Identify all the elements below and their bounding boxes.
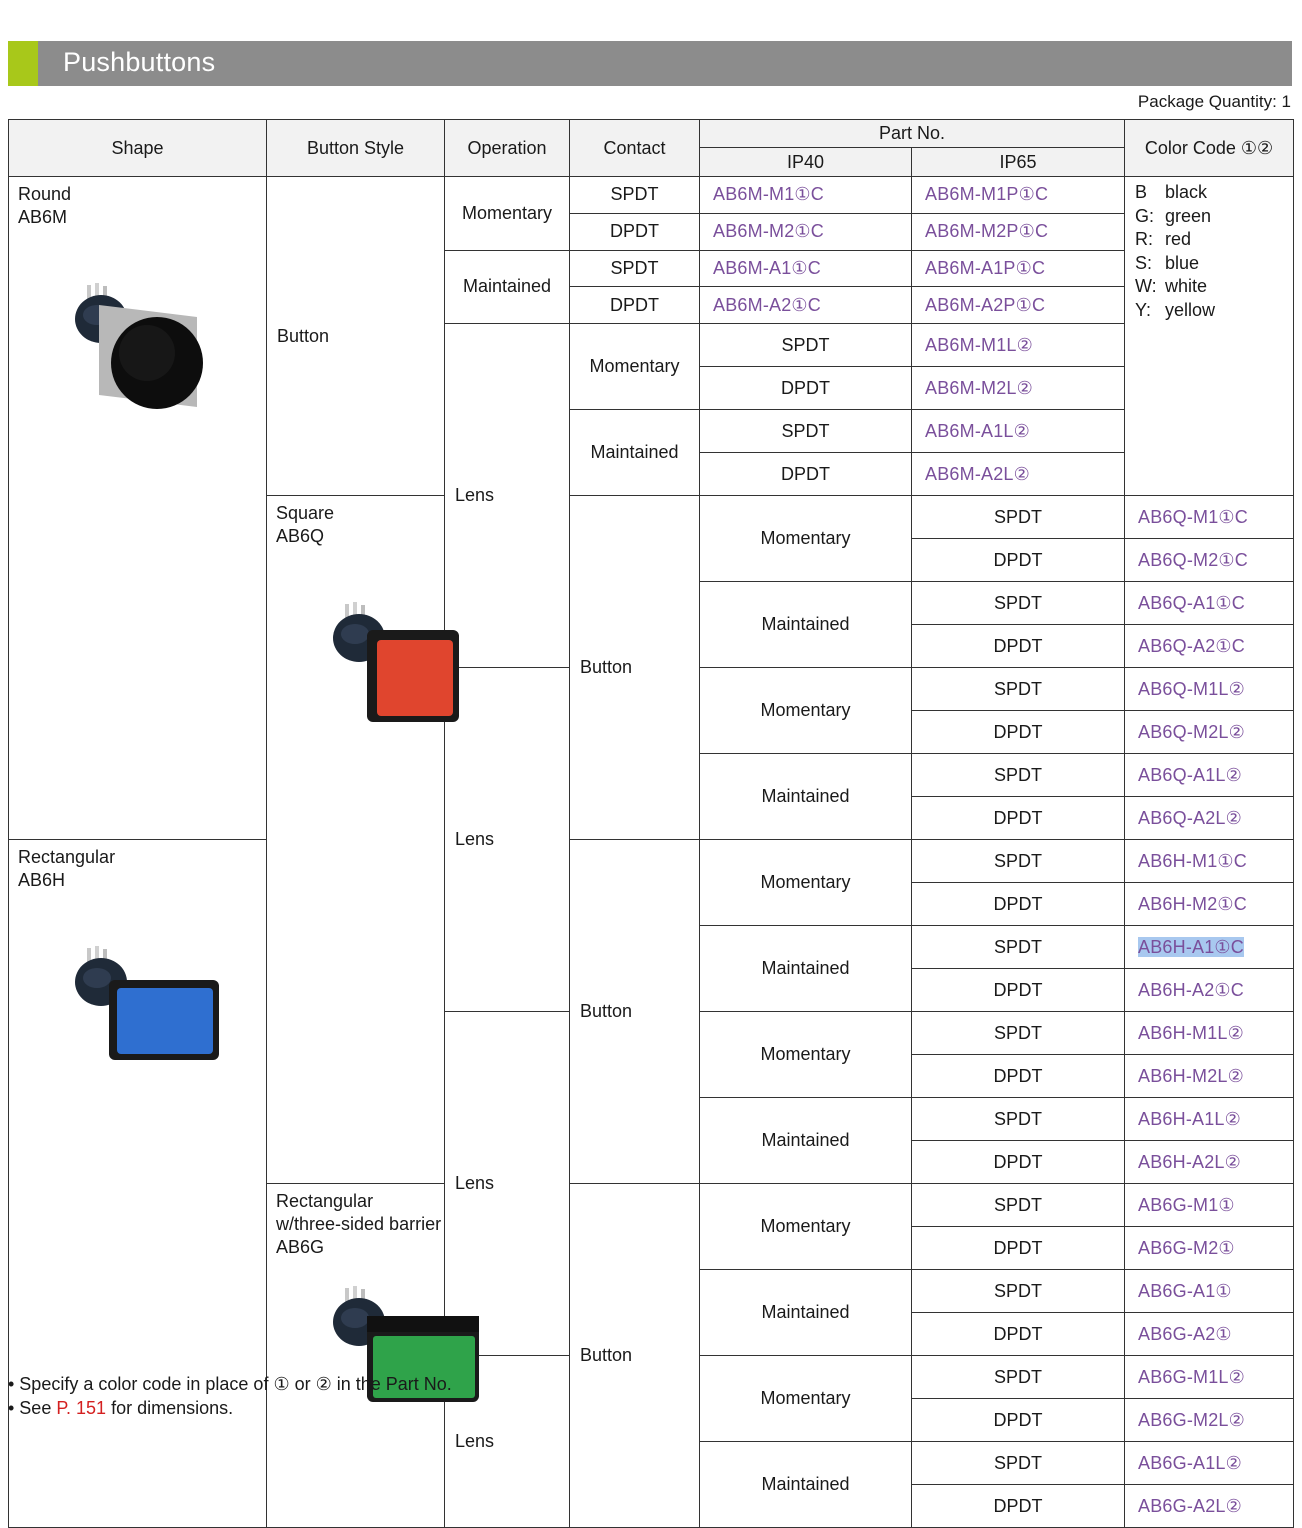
operation-cell: Momentary <box>570 324 700 410</box>
button-style-cell: Button <box>570 496 700 840</box>
part-number-ip40-text: AB6Q-M1L② <box>1138 678 1245 699</box>
part-number-ip40-text: AB6Q-A2L② <box>1138 807 1242 828</box>
part-no-ip40 <box>1125 754 1294 797</box>
part-number-ip40-text: AB6G-M1① <box>1138 1194 1235 1215</box>
contact-cell: DPDT <box>912 1399 1125 1442</box>
part-number-ip40-text: AB6Q-A1L② <box>1138 764 1242 785</box>
operation-cell: Momentary <box>700 496 912 582</box>
operation-cell: Maintained <box>700 754 912 840</box>
part-no-ip65 <box>912 250 1125 287</box>
part-no-ip40 <box>1125 1227 1294 1270</box>
part-no-ip40 <box>1125 625 1294 668</box>
part-no-ip40 <box>1125 1356 1294 1399</box>
part-no-ip40 <box>1125 1055 1294 1098</box>
contact-cell: SPDT <box>570 250 700 287</box>
part-no-ip40 <box>1125 926 1294 969</box>
part-number-ip40-text: AB6H-M2①C <box>1138 893 1247 914</box>
part-no-ip40 <box>1125 668 1294 711</box>
color-code-name: white <box>1165 276 1208 296</box>
contact-cell: SPDT <box>570 177 700 214</box>
color-code-key: G: <box>1135 205 1155 226</box>
operation-cell: Momentary <box>700 1012 912 1098</box>
shape-cell <box>9 177 267 840</box>
part-no-ip40 <box>1125 840 1294 883</box>
contact-cell: SPDT <box>700 324 912 367</box>
operation-cell: Maintained <box>700 1442 912 1528</box>
note-color-code: • Specify a color code in place of ① or ② in the Part No. <box>8 1374 452 1394</box>
color-code-key: R: <box>1135 229 1153 249</box>
part-no-ip40 <box>700 213 912 250</box>
contact-cell: SPDT <box>700 410 912 453</box>
section-title-bar <box>8 41 1292 86</box>
color-code-key: B <box>1135 182 1148 202</box>
contact-cell: SPDT <box>912 1442 1125 1485</box>
part-number-ip40-text: AB6Q-A1①C <box>1138 592 1245 613</box>
contact-cell: DPDT <box>912 625 1125 668</box>
part-no-ip40 <box>1125 1184 1294 1227</box>
part-no-ip40 <box>1125 883 1294 926</box>
part-no-ip40 <box>1125 1313 1294 1356</box>
contact-cell: SPDT <box>912 1270 1125 1313</box>
part-no-ip40 <box>1125 496 1294 539</box>
shape-name: Rectangular <box>276 1191 374 1212</box>
page-151-link[interactable]: P. 151 <box>56 1398 107 1418</box>
note-dimensions <box>8 1396 452 1420</box>
part-number-ip40-text: AB6Q-A2①C <box>1138 635 1245 656</box>
part-no-ip40 <box>1125 969 1294 1012</box>
color-code-name: green <box>1165 205 1212 226</box>
shape-model: AB6M <box>18 207 68 227</box>
button-style-cell: Button <box>570 840 700 1184</box>
part-number-ip40-text: AB6H-A1L② <box>1138 1108 1241 1129</box>
button-style-cell: Button <box>267 177 445 496</box>
part-no-ip40 <box>1125 1399 1294 1442</box>
part-number-ip40-text: AB6M-A2①C <box>713 294 821 315</box>
operation-cell: Momentary <box>700 1356 912 1442</box>
header-shape: Shape <box>9 120 267 177</box>
shape-name: Square <box>276 503 335 524</box>
part-no-ip40 <box>1125 1485 1294 1528</box>
contact-cell: DPDT <box>912 883 1125 926</box>
operation-cell: Maintained <box>700 1098 912 1184</box>
color-code-key: W: <box>1135 276 1157 296</box>
contact-cell: SPDT <box>912 496 1125 539</box>
contact-cell: SPDT <box>912 1184 1125 1227</box>
shape-model-code: AB6G <box>276 1237 325 1258</box>
operation-cell: Maintained <box>700 582 912 668</box>
color-code-cell <box>1125 177 1294 496</box>
part-number-ip65-text: AB6M-M2P①C <box>925 221 1049 242</box>
operation-cell: Maintained <box>700 1270 912 1356</box>
part-no-ip65 <box>912 213 1125 250</box>
part-number-ip40-text: AB6M-A2L② <box>925 463 1030 484</box>
contact-cell: DPDT <box>700 367 912 410</box>
contact-cell: DPDT <box>700 453 912 496</box>
part-number-ip40-text: AB6G-A1① <box>1138 1280 1232 1301</box>
part-no-ip40 <box>1125 582 1294 625</box>
part-number-ip40-text: AB6M-M2①C <box>713 221 824 242</box>
operation-cell: Maintained <box>570 410 700 496</box>
part-number-ip40-text: AB6H-A2L② <box>1138 1151 1241 1172</box>
contact-cell: DPDT <box>912 797 1125 840</box>
operation-cell: Maintained <box>700 926 912 1012</box>
contact-cell: DPDT <box>912 969 1125 1012</box>
part-number-ip40-text: AB6M-M1①C <box>713 184 824 205</box>
contact-cell: DPDT <box>912 539 1125 582</box>
contact-cell: SPDT <box>912 668 1125 711</box>
part-number-ip40-text: AB6H-A2①C <box>1138 979 1244 1000</box>
shape-model: AB6H <box>18 870 66 891</box>
part-number-ip40-text: AB6G-M1L② <box>1138 1366 1245 1387</box>
part-no-ip65 <box>912 287 1125 324</box>
header-button-style: Button Style <box>267 120 445 177</box>
header-operation: Operation <box>445 120 570 177</box>
note-dimensions-suffix: for dimensions. <box>106 1398 234 1418</box>
pushbuttons-table <box>8 119 1294 1528</box>
shape-name: Round <box>18 184 72 204</box>
header-color-code: Color Code ①② <box>1125 120 1294 177</box>
title-accent-block <box>8 41 38 86</box>
part-number-ip40-text: AB6G-M2L② <box>1138 1409 1245 1430</box>
part-number-ip40-text: AB6Q-M1①C <box>1138 506 1248 527</box>
contact-cell: DPDT <box>912 711 1125 754</box>
part-number-ip65-text: AB6M-A2P①C <box>925 294 1046 315</box>
note-dimensions-prefix: • See <box>8 1398 57 1418</box>
pushbutton-image <box>327 596 487 741</box>
part-no-ip40 <box>1125 797 1294 840</box>
page-title: Pushbuttons <box>63 47 216 77</box>
color-code-item <box>1135 228 1293 252</box>
shape-cell <box>9 840 267 1528</box>
shape-cell <box>267 1184 445 1528</box>
shape-name: Rectangular <box>18 847 116 868</box>
color-code-item <box>1135 205 1293 229</box>
part-no-ip40 <box>1125 711 1294 754</box>
contact-cell: SPDT <box>912 754 1125 797</box>
part-number-ip65-text: AB6M-M1P①C <box>925 184 1049 205</box>
contact-cell: SPDT <box>912 582 1125 625</box>
contact-cell: SPDT <box>912 1012 1125 1055</box>
header-ip40: IP40 <box>700 148 912 177</box>
color-code-item <box>1135 252 1293 276</box>
part-no-ip40 <box>1125 1442 1294 1485</box>
part-number-ip40-text: AB6H-M1L② <box>1138 1022 1244 1043</box>
pushbutton-image <box>69 277 229 422</box>
table-row <box>9 840 1294 883</box>
color-code-name: yellow <box>1165 299 1216 320</box>
contact-cell: SPDT <box>912 840 1125 883</box>
color-code-name: blue <box>1165 252 1200 273</box>
contact-cell: DPDT <box>912 1313 1125 1356</box>
part-number-ip40-text: AB6M-A1L② <box>925 420 1030 441</box>
contact-cell: SPDT <box>912 1356 1125 1399</box>
part-no-ip40 <box>912 410 1125 453</box>
part-no-ip40 <box>1125 539 1294 582</box>
part-no-ip40 <box>700 250 912 287</box>
button-style-cell: Button <box>570 1184 700 1528</box>
part-no-ip40 <box>912 324 1125 367</box>
contact-cell: DPDT <box>912 1055 1125 1098</box>
button-style-cell: Lens <box>445 1012 570 1356</box>
part-number-ip40-text: AB6G-A2L② <box>1138 1495 1242 1516</box>
contact-cell: DPDT <box>912 1227 1125 1270</box>
package-quantity: Package Quantity: 1 <box>1137 92 1291 111</box>
operation-cell: Maintained <box>445 250 570 324</box>
part-no-ip40 <box>1125 1098 1294 1141</box>
contact-cell: SPDT <box>912 1098 1125 1141</box>
part-number-ip40-text: AB6H-A1①C <box>1138 936 1244 957</box>
part-number-ip40-text: AB6H-M2L② <box>1138 1065 1244 1086</box>
contact-cell: DPDT <box>912 1141 1125 1184</box>
operation-cell: Momentary <box>700 840 912 926</box>
color-code-key: S: <box>1135 252 1153 273</box>
color-code-item <box>1135 181 1293 205</box>
part-no-ip40 <box>700 287 912 324</box>
part-number-ip40-text: AB6H-M1①C <box>1138 850 1247 871</box>
part-no-ip65 <box>912 177 1125 214</box>
part-no-ip40 <box>700 177 912 214</box>
part-number-ip40-text: AB6M-M1L② <box>925 334 1033 355</box>
button-style-cell: Lens <box>445 324 570 668</box>
color-code-item <box>1135 299 1293 323</box>
contact-cell: SPDT <box>912 926 1125 969</box>
contact-cell: DPDT <box>570 287 700 324</box>
part-no-ip40 <box>1125 1141 1294 1184</box>
footnotes <box>8 1372 452 1420</box>
operation-cell: Momentary <box>700 668 912 754</box>
color-code-key: Y: <box>1135 299 1152 320</box>
part-no-ip40 <box>1125 1012 1294 1055</box>
part-number-ip40-text: AB6G-A2① <box>1138 1323 1232 1344</box>
table-row <box>9 177 1294 214</box>
part-number-ip40-text: AB6Q-M2L② <box>1138 721 1245 742</box>
color-code-name: black <box>1165 182 1208 202</box>
part-number-ip65-text: AB6M-A1P①C <box>925 257 1046 278</box>
part-number-ip40-text: AB6M-M2L② <box>925 377 1033 398</box>
part-number-ip40-text: AB6Q-M2①C <box>1138 549 1248 570</box>
shape-cell <box>267 496 445 1184</box>
header-part-no: Part No. <box>700 120 1125 148</box>
operation-cell: Momentary <box>700 1184 912 1270</box>
part-no-ip40 <box>1125 1270 1294 1313</box>
shape-model: w/three-sided barrier <box>276 1214 442 1235</box>
header-ip65: IP65 <box>912 148 1125 177</box>
part-no-ip40 <box>912 453 1125 496</box>
shape-model: AB6Q <box>276 526 325 547</box>
button-style-cell: Lens <box>445 1356 570 1528</box>
contact-cell: DPDT <box>912 1485 1125 1528</box>
color-code-name: red <box>1165 229 1192 249</box>
part-number-ip40-text: AB6G-A1L② <box>1138 1452 1242 1473</box>
color-code-item <box>1135 275 1293 299</box>
operation-cell: Momentary <box>445 177 570 251</box>
pushbutton-image <box>69 940 229 1085</box>
button-style-cell: Lens <box>445 668 570 1012</box>
contact-cell: DPDT <box>570 213 700 250</box>
header-contact: Contact <box>570 120 700 177</box>
part-number-ip40-text: AB6G-M2① <box>1138 1237 1235 1258</box>
part-number-ip40-text: AB6M-A1①C <box>713 257 821 278</box>
part-no-ip40 <box>912 367 1125 410</box>
